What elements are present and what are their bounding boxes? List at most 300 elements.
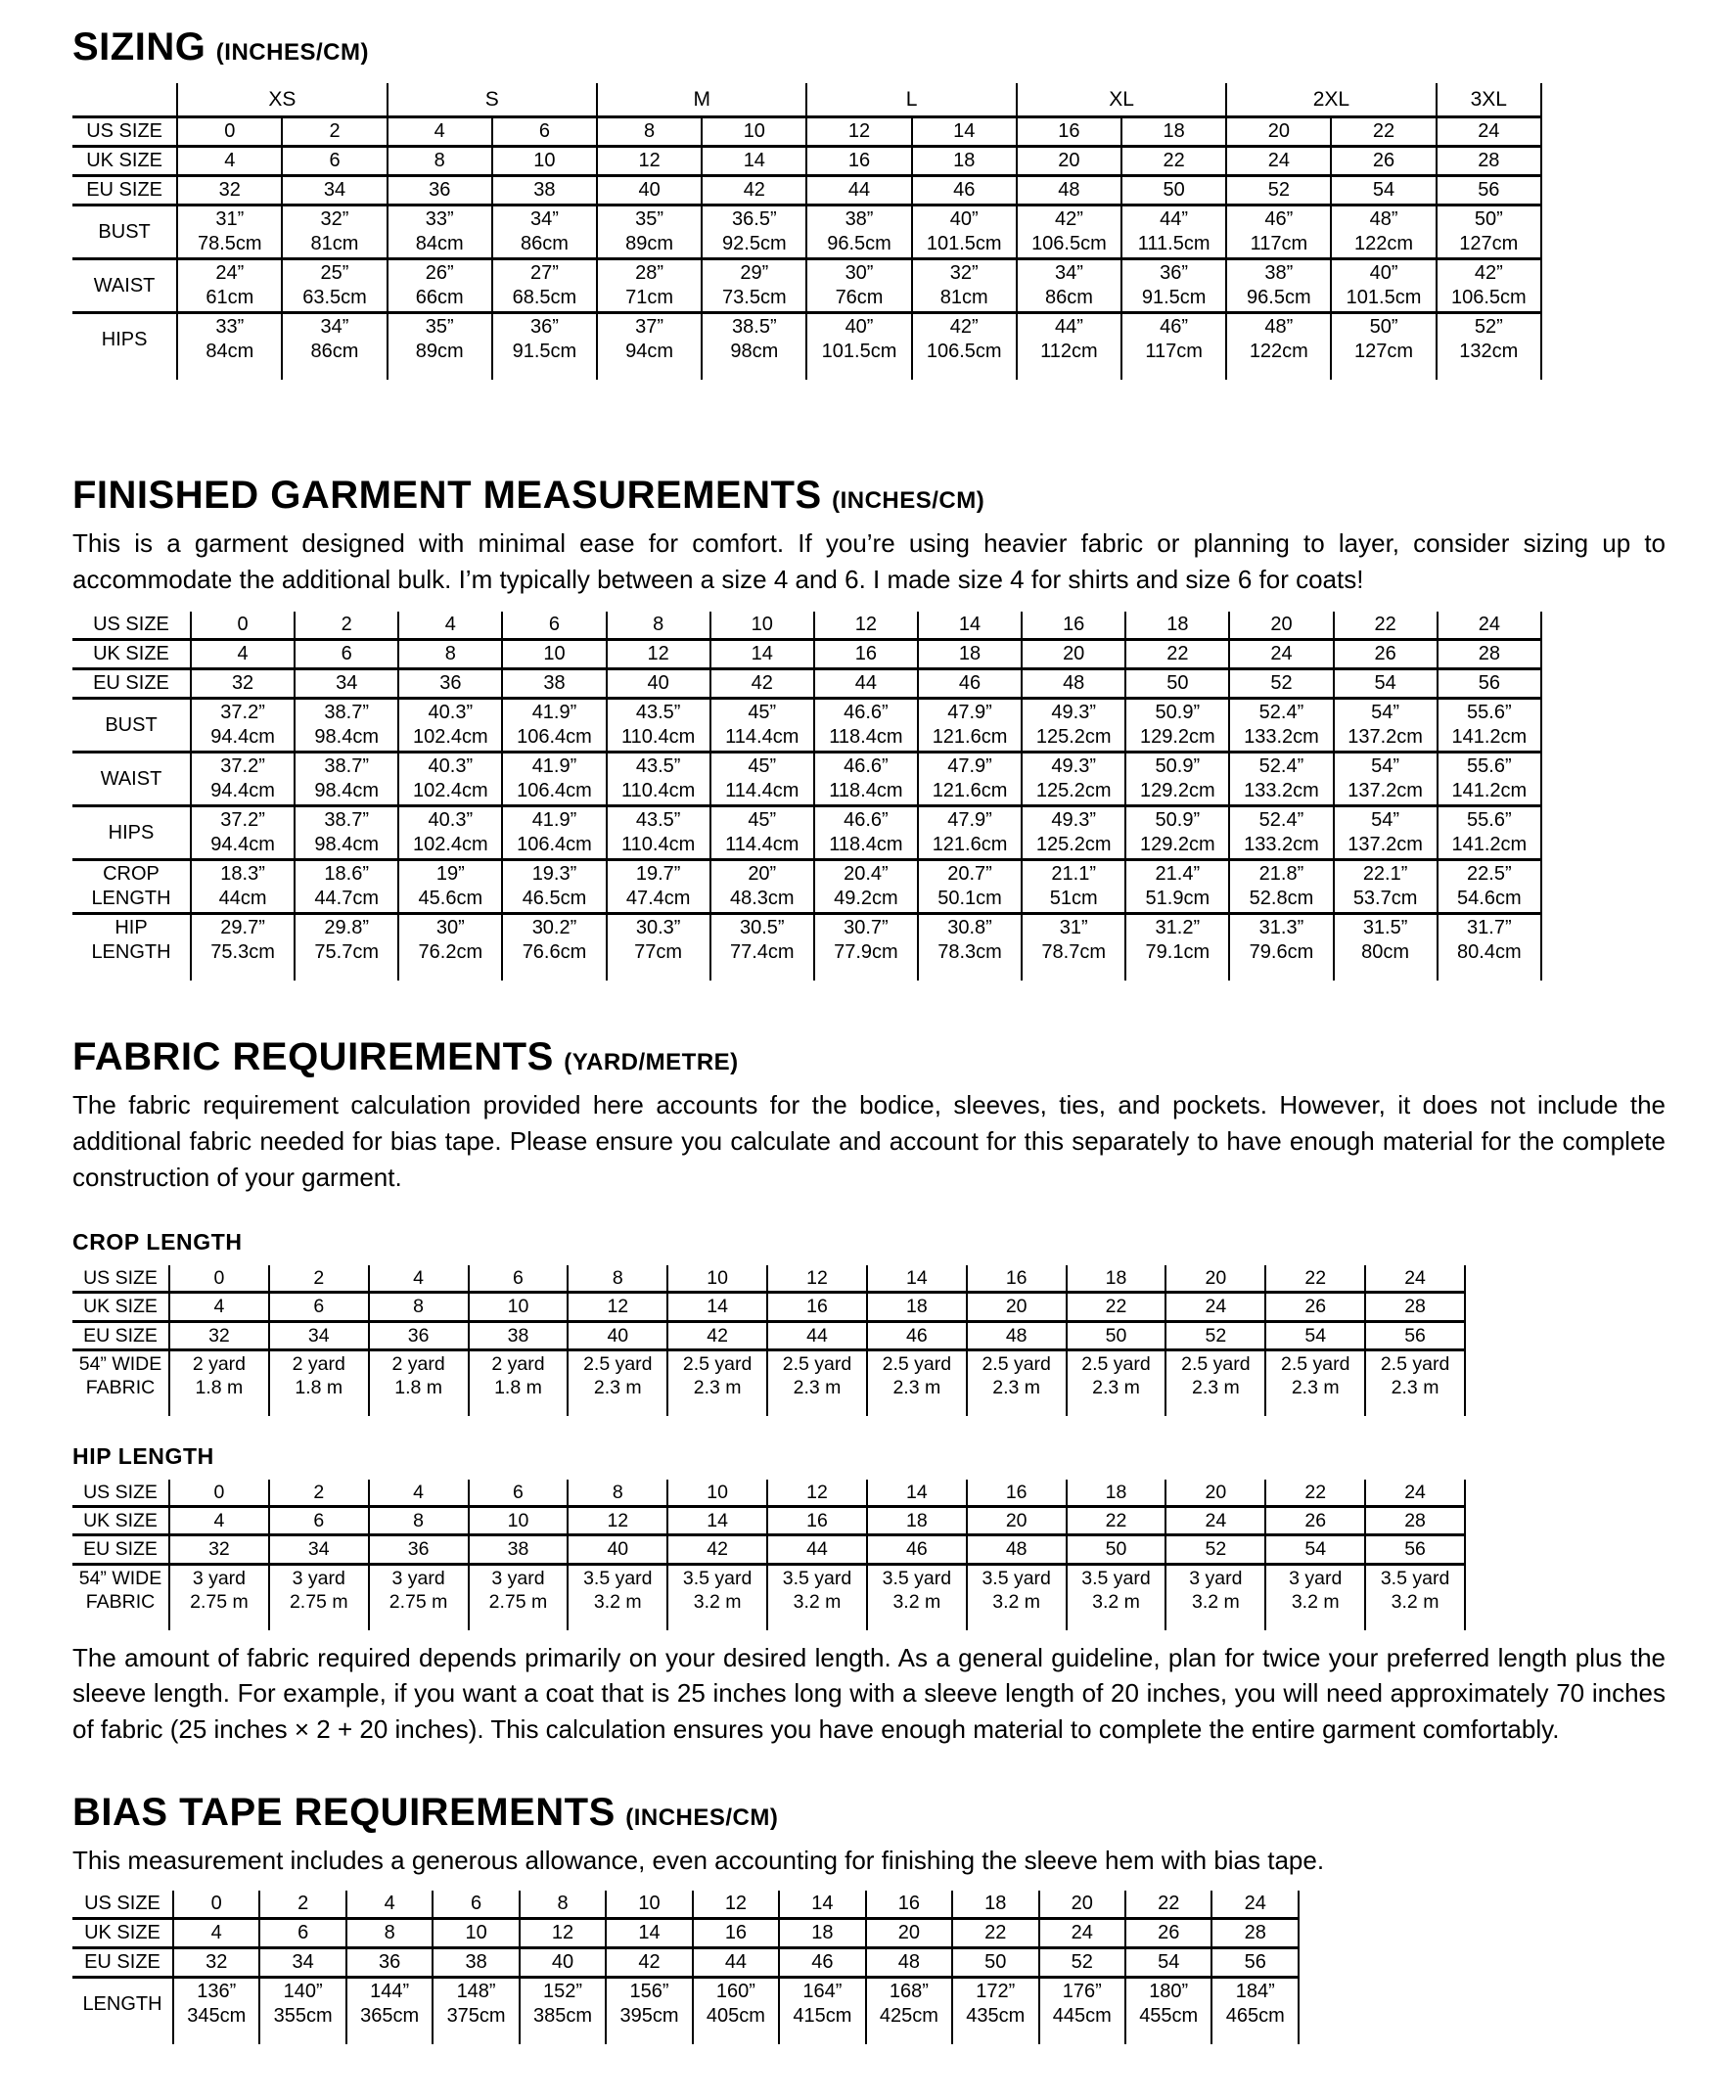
value-cell <box>1121 259 1226 313</box>
value-cell <box>388 259 492 313</box>
cell-line: 2 yard <box>292 1352 345 1375</box>
crop-length-fabric-table <box>72 1265 1466 1416</box>
value-cell <box>433 1891 519 1919</box>
value-cell <box>667 1535 767 1564</box>
value-cell <box>1017 313 1121 381</box>
cell-line: UK SIZE <box>93 643 169 665</box>
cell-line: 49.3” <box>1051 702 1096 724</box>
value-cell <box>1039 1978 1125 2045</box>
value-cell <box>1067 1321 1166 1349</box>
value-cell <box>667 1293 767 1321</box>
cell-line: 40 <box>607 1324 629 1347</box>
cell-line: 40 <box>551 1951 574 1974</box>
cell-line: 31.7” <box>1467 917 1512 939</box>
value-cell <box>767 1564 867 1629</box>
value-cell <box>767 1265 867 1293</box>
value-cell <box>1229 640 1333 669</box>
value-cell <box>967 1265 1067 1293</box>
value-cell <box>1331 313 1436 381</box>
table-row <box>72 612 1541 640</box>
value-cell <box>767 1535 867 1564</box>
cell-line: 141.2cm <box>1451 834 1528 856</box>
value-cell <box>295 640 398 669</box>
value-cell <box>1125 1891 1211 1919</box>
value-cell <box>1039 1919 1125 1948</box>
cell-line: UK SIZE <box>84 1922 160 1944</box>
fabric-title-text: FABRIC REQUIREMENTS <box>72 1035 554 1079</box>
value-cell <box>1022 860 1125 914</box>
cell-line: 34 <box>323 179 346 202</box>
cell-line: 43.5” <box>635 755 681 778</box>
cell-line: 75.3cm <box>210 941 275 964</box>
cell-line: 30.2” <box>531 917 577 939</box>
value-cell <box>918 914 1022 982</box>
cell-line: 31” <box>215 208 245 231</box>
value-cell <box>866 1978 952 2045</box>
cell-line: 2 <box>313 1481 325 1503</box>
cell-line: 3.2 m <box>892 1591 941 1614</box>
cell-line: 110.4cm <box>621 780 696 802</box>
cell-line: 24 <box>1478 120 1500 143</box>
value-cell <box>169 1480 269 1507</box>
value-cell <box>1365 1349 1465 1415</box>
value-cell <box>295 669 398 699</box>
value-cell <box>568 1293 667 1321</box>
cell-line: 24 <box>1205 1296 1227 1318</box>
value-cell <box>867 1293 967 1321</box>
value-cell <box>710 914 814 982</box>
value-cell <box>607 753 710 806</box>
cell-line: 12 <box>551 1922 574 1944</box>
value-cell <box>1334 806 1438 860</box>
cell-line: 98cm <box>730 341 779 363</box>
cell-line: 176” <box>1062 1981 1102 2003</box>
cell-line: 46 <box>905 1324 928 1347</box>
cell-line: 52 <box>1205 1324 1227 1347</box>
sizing-table <box>72 83 1542 380</box>
cell-line: 47.9” <box>947 702 992 724</box>
cell-line: 0 <box>224 120 236 143</box>
value-cell <box>568 1564 667 1629</box>
cell-line: 22.5” <box>1467 863 1512 886</box>
value-cell <box>369 1293 469 1321</box>
cell-line: US SIZE <box>86 120 162 143</box>
cell-line: 20 <box>1270 614 1293 636</box>
value-cell <box>398 699 502 753</box>
table-row <box>72 1507 1465 1535</box>
cell-line: 10 <box>507 1296 529 1318</box>
cell-line: 31.5” <box>1362 917 1408 939</box>
sizing-table-container <box>72 83 1666 380</box>
cell-line: 29.8” <box>324 917 369 939</box>
cell-line: 22 <box>1372 120 1395 143</box>
cell-line: 45” <box>748 702 777 724</box>
cell-line: 102.4cm <box>412 834 488 856</box>
cell-line: 52 <box>1270 672 1293 695</box>
cell-line: 61cm <box>206 287 254 309</box>
cell-line: 78.3cm <box>937 941 1002 964</box>
value-cell <box>767 1321 867 1349</box>
value-cell <box>1229 699 1333 753</box>
cell-line: 3.2 m <box>793 1591 842 1614</box>
cell-line: 22 <box>1158 1893 1180 1915</box>
cell-line: UK SIZE <box>86 150 162 172</box>
finished-garment-table <box>72 612 1542 981</box>
value-cell <box>1125 914 1229 982</box>
value-cell <box>398 753 502 806</box>
cell-line: 2.5 yard <box>1380 1352 1450 1375</box>
section-fabric-requirements <box>72 1035 1666 1748</box>
cell-line: 2.3 m <box>693 1377 742 1399</box>
cell-line: 16 <box>1005 1481 1028 1503</box>
cell-line: 2 yard <box>491 1352 545 1375</box>
cell-line: 3.2 m <box>1191 1591 1240 1614</box>
value-cell <box>469 1564 569 1629</box>
cell-line: 127cm <box>1354 341 1414 363</box>
cell-line: 77cm <box>634 941 683 964</box>
value-cell <box>191 669 295 699</box>
value-cell <box>814 640 918 669</box>
cell-line: 365cm <box>360 2005 420 2028</box>
cell-line: 156” <box>629 1981 669 2003</box>
value-cell <box>1017 176 1121 205</box>
cell-line: 2.3 m <box>992 1377 1041 1399</box>
value-cell <box>1365 1480 1465 1507</box>
value-cell <box>346 1948 433 1978</box>
cell-line: 106.4cm <box>517 780 592 802</box>
cell-line: 54.6cm <box>1457 888 1522 910</box>
cell-line: 31” <box>1059 917 1088 939</box>
cell-line: 101.5cm <box>1346 287 1422 309</box>
table-row <box>72 147 1541 176</box>
cell-line: 46” <box>1264 208 1294 231</box>
cell-line: 18 <box>1166 614 1189 636</box>
value-cell <box>1438 806 1541 860</box>
cell-line: 22 <box>984 1922 1007 1944</box>
table-row <box>72 205 1541 259</box>
cell-line: 28 <box>1478 150 1500 172</box>
cell-line: 395cm <box>619 2005 679 2028</box>
value-cell <box>346 1978 433 2045</box>
value-cell <box>1125 860 1229 914</box>
row-label <box>72 1265 169 1293</box>
row-label <box>72 259 177 313</box>
cell-line: 3.2 m <box>693 1591 742 1614</box>
value-cell <box>1438 860 1541 914</box>
cell-line: 4 <box>213 1510 225 1532</box>
value-cell <box>469 1265 569 1293</box>
cell-line: 46 <box>953 179 976 202</box>
cell-line: 2 <box>329 120 341 143</box>
cell-line: 111.5cm <box>1137 233 1211 255</box>
cell-line: 3.5 yard <box>982 1567 1051 1589</box>
cell-line: 31.2” <box>1155 917 1201 939</box>
value-cell <box>1438 612 1541 640</box>
value-cell <box>369 1507 469 1535</box>
cell-line: 3.2 m <box>1092 1591 1140 1614</box>
cell-line: 152” <box>543 1981 583 2003</box>
value-cell <box>1438 640 1541 669</box>
cell-line: 20 <box>1063 643 1085 665</box>
cell-line: 35” <box>635 208 664 231</box>
cell-line: 16 <box>1005 1266 1028 1289</box>
value-cell <box>918 806 1022 860</box>
cell-line: 86cm <box>310 341 359 363</box>
value-cell <box>967 1507 1067 1535</box>
cell-line: 18 <box>905 1296 928 1318</box>
cell-line: 91.5cm <box>512 341 577 363</box>
value-cell <box>259 1978 345 2045</box>
value-cell <box>492 176 597 205</box>
cell-line: 54” WIDE <box>78 1567 162 1589</box>
cell-line: EU SIZE <box>83 1324 158 1347</box>
value-cell <box>502 612 606 640</box>
value-cell <box>710 699 814 753</box>
cell-line: US SIZE <box>84 1893 160 1915</box>
table-row <box>72 1919 1299 1948</box>
cell-line: 2 yard <box>192 1352 247 1375</box>
value-cell <box>912 147 1017 176</box>
bias-title <box>72 1791 1666 1835</box>
cell-line: 12 <box>854 614 878 636</box>
cell-line: 2.75 m <box>190 1591 249 1614</box>
cell-line: 40 <box>638 179 661 202</box>
value-cell <box>173 1919 259 1948</box>
cell-line: 50 <box>1105 1538 1127 1561</box>
table-row <box>72 806 1541 860</box>
cell-line: 46” <box>1160 316 1189 339</box>
cell-line: 2.5 yard <box>583 1352 653 1375</box>
cell-line: 46.6” <box>844 755 889 778</box>
cell-line: 44 <box>847 179 871 202</box>
row-label <box>72 914 191 982</box>
cell-line: 20 <box>1267 120 1290 143</box>
cell-line: LENGTH <box>82 1992 162 2015</box>
cell-line: 106.5cm <box>1031 233 1107 255</box>
cell-line: 2.3 m <box>1291 1377 1340 1399</box>
cell-line: 106.4cm <box>517 726 592 749</box>
value-cell <box>1067 1480 1166 1507</box>
value-cell <box>346 1919 433 1948</box>
value-cell <box>597 176 702 205</box>
cell-line: 54 <box>1304 1324 1327 1347</box>
cell-line: 415cm <box>793 2005 852 2028</box>
cell-line: 122cm <box>1249 341 1308 363</box>
section-sizing <box>72 25 1666 380</box>
cell-line: 49.3” <box>1051 755 1096 778</box>
value-cell <box>191 699 295 753</box>
value-cell <box>568 1265 667 1293</box>
section-bias-tape <box>72 1791 1666 2044</box>
value-cell <box>1017 117 1121 147</box>
cell-line: 2.75 m <box>388 1591 448 1614</box>
cell-line: 2.5 yard <box>682 1352 753 1375</box>
row-label <box>72 313 177 381</box>
cell-line: 37” <box>635 316 664 339</box>
value-cell <box>1226 313 1331 381</box>
value-cell <box>1334 753 1438 806</box>
value-cell <box>398 640 502 669</box>
cell-line: 22.1” <box>1362 863 1408 886</box>
cell-line: 46 <box>811 1951 834 1974</box>
value-cell <box>597 117 702 147</box>
row-label <box>72 640 191 669</box>
cell-line: 94cm <box>625 341 674 363</box>
cell-line: 375cm <box>446 2005 506 2028</box>
cell-line: 50.9” <box>1155 702 1201 724</box>
value-cell <box>767 1480 867 1507</box>
value-cell <box>806 176 911 205</box>
cell-line: 22 <box>1374 614 1396 636</box>
cell-line: 49.2cm <box>834 888 898 910</box>
cell-line: 50 <box>1163 179 1185 202</box>
value-cell <box>702 313 806 381</box>
row-label <box>72 860 191 914</box>
cell-line: 40” <box>845 316 874 339</box>
row-label <box>72 1321 169 1349</box>
cell-line: 52.4” <box>1258 755 1304 778</box>
value-cell <box>346 1891 433 1919</box>
cell-line: HIPS <box>101 328 148 350</box>
value-cell <box>269 1293 369 1321</box>
value-cell <box>1067 1535 1166 1564</box>
cell-line: 10 <box>533 150 556 172</box>
cell-line: 48 <box>1058 179 1080 202</box>
value-cell <box>1438 699 1541 753</box>
value-cell <box>1331 259 1436 313</box>
cell-line: 56 <box>1404 1324 1426 1347</box>
value-cell <box>867 1564 967 1629</box>
finished-intro-paragraph: This is a garment designed with minimal ease for comfort. If you’re using heavier fabric or planning to layer, consider sizing up to accommodate the additional bulk. I’m typically between a size 4 and 6. I made size 4 for shirts and size 6 for coats! <box>72 528 1666 595</box>
cell-line: 127cm <box>1459 233 1519 255</box>
cell-line: 22 <box>1105 1510 1127 1532</box>
value-cell <box>710 612 814 640</box>
cell-line: 46.6” <box>844 809 889 832</box>
value-cell <box>1229 753 1333 806</box>
value-cell <box>433 1919 519 1948</box>
cell-line: 3.2 m <box>1391 1591 1439 1614</box>
cell-line: 3.5 yard <box>782 1567 852 1589</box>
cell-line: 35” <box>425 316 454 339</box>
table-row <box>72 1535 1465 1564</box>
value-cell <box>191 753 295 806</box>
value-cell <box>369 1349 469 1415</box>
cell-line: 18 <box>1105 1266 1127 1289</box>
cell-line: 34 <box>307 1324 330 1347</box>
row-label <box>72 699 191 753</box>
corner-cell <box>72 83 177 117</box>
cell-line: 42 <box>743 179 765 202</box>
cell-line: 33” <box>425 208 454 231</box>
value-cell <box>173 1978 259 2045</box>
cell-line: 38.7” <box>324 809 369 832</box>
cell-line: FABRIC <box>85 1377 156 1399</box>
cell-line: 94.4cm <box>210 780 275 802</box>
cell-line: 46.6” <box>844 702 889 724</box>
cell-line: 54 <box>1374 672 1396 695</box>
value-cell <box>177 205 282 259</box>
value-cell <box>866 1948 952 1978</box>
cell-line: 96.5cm <box>827 233 891 255</box>
cell-line: 114.4cm <box>725 834 799 856</box>
cell-line: 10 <box>743 120 765 143</box>
cell-line: 455cm <box>1139 2005 1199 2028</box>
cell-line: 50 <box>1105 1324 1127 1347</box>
value-cell <box>1165 1321 1265 1349</box>
value-cell <box>1165 1265 1265 1293</box>
value-cell <box>607 669 710 699</box>
cell-line: 2.3 m <box>793 1377 842 1399</box>
cell-line: 48” <box>1264 316 1294 339</box>
value-cell <box>710 806 814 860</box>
table-row <box>72 1891 1299 1919</box>
value-cell <box>1331 205 1436 259</box>
cell-line: BUST <box>98 220 151 243</box>
value-cell <box>1226 147 1331 176</box>
value-cell <box>269 1535 369 1564</box>
value-cell <box>814 699 918 753</box>
cell-line: 43.5” <box>635 809 681 832</box>
cell-line: 36” <box>529 316 559 339</box>
value-cell <box>269 1507 369 1535</box>
cell-line: 4 <box>413 1266 425 1289</box>
value-cell <box>667 1349 767 1415</box>
value-cell <box>469 1535 569 1564</box>
value-cell <box>177 313 282 381</box>
value-cell <box>169 1507 269 1535</box>
cell-line: 14 <box>638 1922 661 1944</box>
cell-line: 78.5cm <box>198 233 262 255</box>
value-cell <box>867 1265 967 1293</box>
cell-line: 44 <box>806 1324 828 1347</box>
cell-line: 125.2cm <box>1035 726 1112 749</box>
cell-line: 31.3” <box>1258 917 1304 939</box>
value-cell <box>369 1480 469 1507</box>
cell-line: 2.3 m <box>1191 1377 1240 1399</box>
value-cell <box>502 699 606 753</box>
value-cell <box>867 1507 967 1535</box>
value-cell <box>806 259 911 313</box>
cell-line: 148” <box>456 1981 496 2003</box>
row-label <box>72 1978 173 2045</box>
cell-line: 32 <box>206 1951 228 1974</box>
value-cell <box>814 806 918 860</box>
cell-line: 2 <box>297 1893 309 1915</box>
cell-line: 36 <box>439 672 462 695</box>
cell-line: 36 <box>379 1951 401 1974</box>
cell-line: 26 <box>1158 1922 1180 1944</box>
value-cell <box>502 669 606 699</box>
size-group-header: 3XL <box>1437 83 1541 117</box>
bias-title-units: (INCHES/CM) <box>625 1804 779 1832</box>
cell-line: 80cm <box>1361 941 1410 964</box>
cell-line: 16 <box>854 643 878 665</box>
cell-line: 0 <box>237 614 249 636</box>
cell-line: 14 <box>751 643 773 665</box>
value-cell <box>1334 640 1438 669</box>
cell-line: 10 <box>638 1893 661 1915</box>
cell-line: 125.2cm <box>1035 834 1112 856</box>
cell-line: 20 <box>1005 1296 1028 1318</box>
table-row <box>72 1978 1299 2045</box>
cell-line: 101.5cm <box>821 341 897 363</box>
value-cell <box>269 1321 369 1349</box>
cell-line: 55.6” <box>1467 755 1512 778</box>
value-cell <box>191 914 295 982</box>
table-row <box>72 259 1541 313</box>
cell-line: 6 <box>538 120 550 143</box>
cell-line: EU SIZE <box>93 672 169 695</box>
